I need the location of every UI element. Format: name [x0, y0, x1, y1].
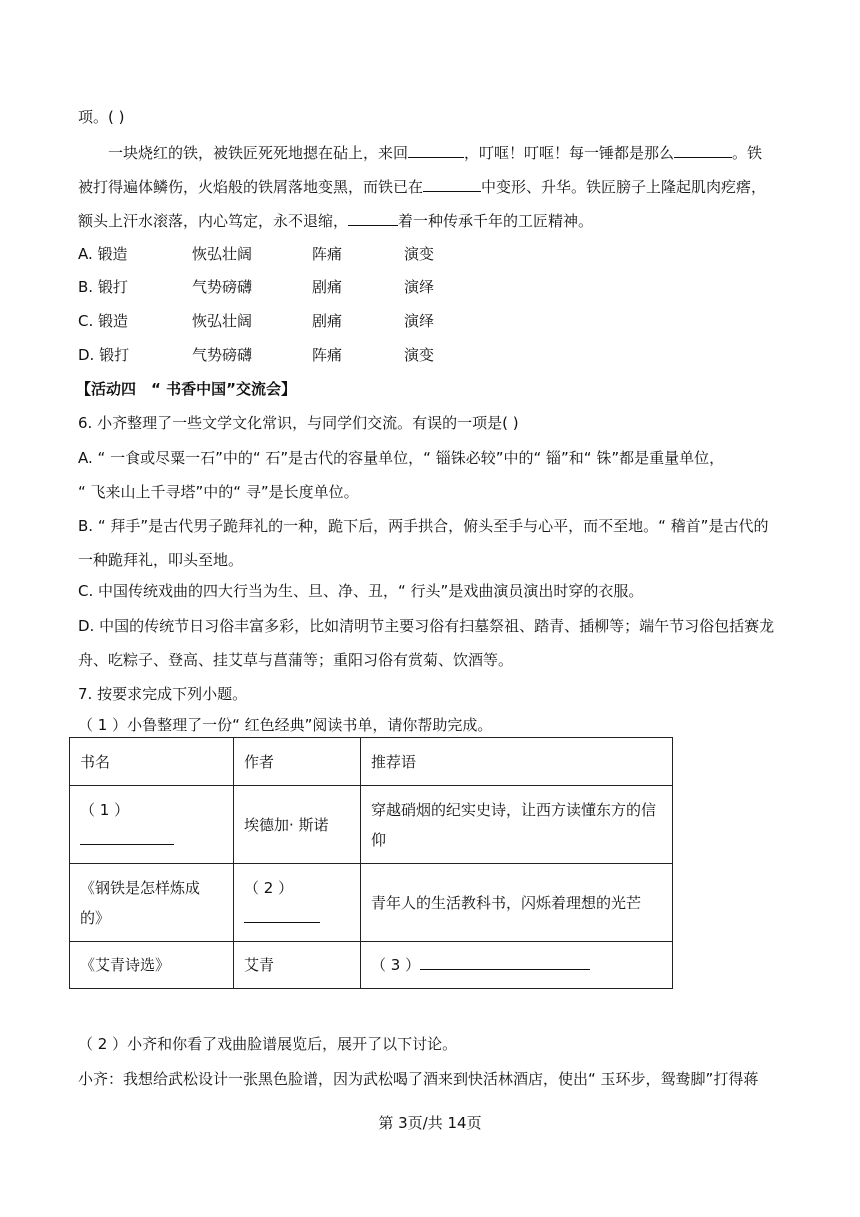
- passage-line-1: 一块烧红的铁，被铁匠死死地摁在砧上，来回 ，叮哐！叮哐！每一锤都是那么 。铁: [108, 141, 762, 164]
- answer-blank: [408, 141, 464, 158]
- recommendation-cell: 穿越硝烟的纪实史诗，让西方读懂东方的信 仰: [361, 786, 673, 864]
- passage-line-2: 被打得遍体鳞伤，火焰般的铁屑落地变黑，而铁已在 中变形、升华。铁匠膀子上隆起肌肉疙瘩，: [78, 175, 766, 198]
- q7-subquestion-2: （ 2 ）小齐和你看了戏曲脸谱展览后，展开了以下讨论。: [78, 1035, 458, 1053]
- q7-subquestion-1: （ 1 ）小鲁整理了一份“ 红色经典”阅读书单，请你帮助完成。: [78, 716, 493, 734]
- column-header-recommendation: 推荐语: [361, 738, 673, 786]
- q6-option-a: A. “ 一食或尽粟一石”中的“ 石”是古代的容量单位，“ 锱铢必较”中的“ 锱”和“ 铢”都是重量单位，: [78, 449, 725, 467]
- book-cell: （ 1 ）: [70, 786, 234, 864]
- table-row: [70, 942, 673, 989]
- previous-question-tail: 项。( ): [78, 108, 125, 126]
- answer-blank: [423, 175, 481, 192]
- answer-blank: [80, 828, 174, 845]
- q6-option-d-cont: 舟、吃粽子、登高、挂艾草与菖蒲等；重阳习俗有赏菊、饮酒等。: [78, 651, 514, 669]
- q7-dialog-line: 小齐：我想给武松设计一张黑色脸谱，因为武松喝了酒来到快活林酒店，使出“ 玉环步，鸳鸯脚”打得蒋: [78, 1070, 759, 1088]
- reading-list-table: [69, 737, 673, 989]
- recommendation-cell: （ 3 ）: [361, 942, 673, 989]
- q6-option-b-cont: 一种跪拜礼，叩头至地。: [78, 551, 244, 569]
- column-header-author: 作者: [234, 738, 361, 786]
- q6-option-d: D. 中国的传统节日习俗丰富多彩，比如清明节主要习俗有扫墓祭祖、踏青、插柳等；端午节习俗包括赛龙: [78, 617, 775, 635]
- q6-option-b: B. “ 拜手”是古代男子跪拜礼的一种，跪下后，两手拱合，俯头至手与心平，而不至地。“ 稽首”是古代的: [78, 517, 769, 535]
- q6-stem: 6. 小齐整理了一些文学文化常识，与同学们交流。有误的一项是( ): [78, 414, 519, 432]
- answer-blank: [244, 906, 320, 923]
- table-row: [70, 786, 673, 864]
- q7-stem: 7. 按要求完成下列小题。: [78, 685, 248, 703]
- page-footer: 第 3页/共 14页: [378, 1114, 482, 1132]
- book-cell: 《钢铁是怎样炼成 的》: [70, 864, 234, 942]
- book-cell: 《艾青诗选》: [70, 942, 234, 989]
- q6-option-c: C. 中国传统戏曲的四大行当为生、旦、净、丑，“ 行头”是戏曲演员演出时穿的衣服。: [78, 582, 644, 600]
- activity-heading: 【活动四 “ 书香中国”交流会】: [76, 380, 296, 398]
- recommendation-cell: 青年人的生活教科书，闪烁着理想的光芒: [361, 864, 673, 942]
- author-cell: （ 2 ）: [234, 864, 361, 942]
- author-cell: 艾青: [234, 942, 361, 989]
- table-header-row: [70, 738, 673, 786]
- q6-option-a-cont: “ 飞来山上千寻塔”中的“ 寻”是长度单位。: [78, 483, 359, 501]
- author-cell: 埃德加· 斯诺: [234, 786, 361, 864]
- answer-blank: [420, 953, 590, 970]
- answer-blank: [348, 209, 398, 226]
- passage-line-3: 额头上汗水滚落，内心笃定，永不退缩， 着一种传承千年的工匠精神。: [78, 209, 593, 232]
- table-row: [70, 864, 673, 942]
- answer-blank: [674, 141, 732, 158]
- column-header-book: 书名: [70, 738, 234, 786]
